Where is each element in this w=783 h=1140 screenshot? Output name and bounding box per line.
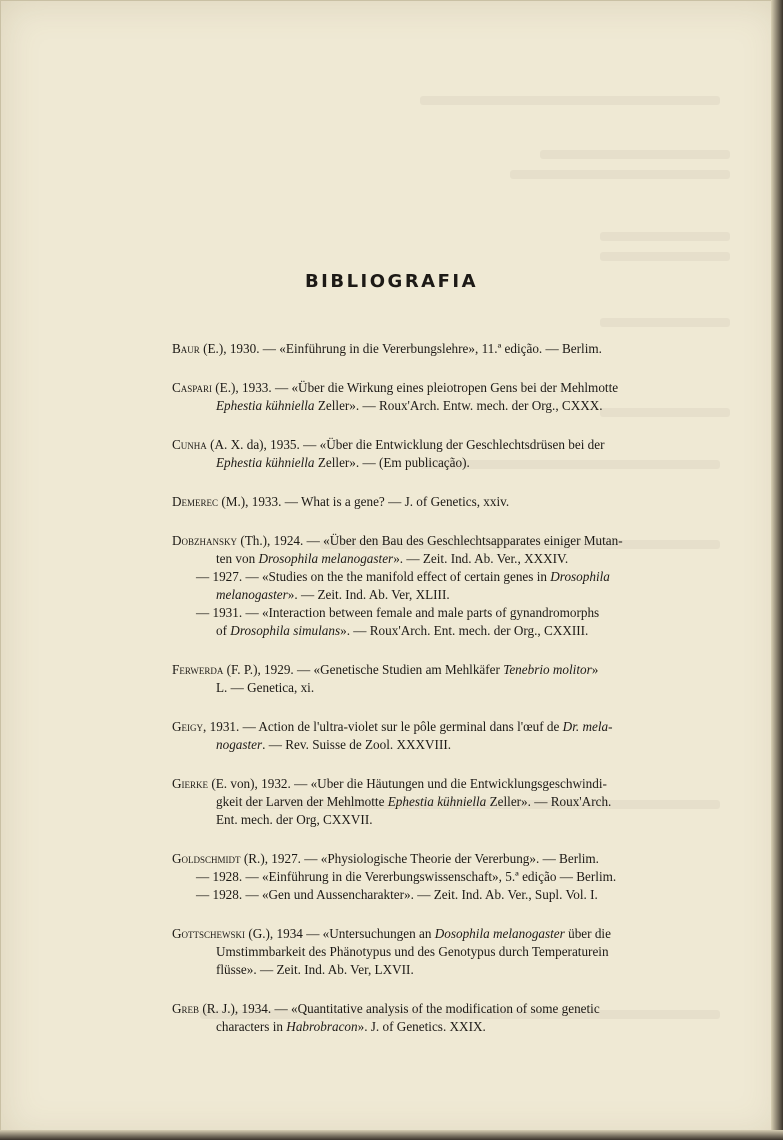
entry-text: (M.), 1933. — What is a gene? — J. of Genetics, xxiv.: [218, 494, 510, 509]
entry-text: ». — Zeit. Ind. Ab. Ver., XXXIV.: [393, 551, 569, 566]
bibliography-entry: [172, 436, 666, 472]
entry-text: characters in: [216, 1019, 287, 1034]
entry-italic: Habrobracon: [286, 1019, 358, 1034]
entry-text: (E.), 1933. — «Über die Wirkung eines pleiotropen Gens bei der Mehlmotte: [211, 380, 619, 395]
bibliography-entry: [172, 532, 666, 640]
entry-author: Baur: [172, 341, 200, 356]
entry-author: Ferwerda: [172, 662, 224, 677]
entry-text: ». — Zeit. Ind. Ab. Ver, XLIII.: [287, 587, 450, 602]
bibliography-entry: [172, 493, 666, 511]
entry-author: Goldschmidt: [172, 851, 241, 866]
entry-text: , 1931. — Action de l'ultra-violet sur le pôle germinal dans l'œuf de: [203, 719, 563, 734]
entry-text: — 1927. — «Studies on the the manifold effect of certain genes in: [196, 569, 551, 584]
entry-text: Zeller». — Roux'Arch.: [486, 794, 612, 809]
bibliography-entry: [172, 718, 666, 754]
bibliography-entry: [172, 850, 666, 904]
bibliography-entry: [172, 775, 666, 829]
entry-text: — 1928. — «Gen und Aussencharakter». — Zeit. Ind. Ab. Ver., Supl. Vol. I.: [196, 887, 598, 902]
entry-text: (R. J.), 1934. — «Quantitative analysis of the modification of some genetic: [199, 1001, 600, 1016]
entry-italic: Dosophila melanogaster: [434, 926, 565, 941]
page-edge-right: [771, 0, 783, 1140]
bibliography-entry: [172, 340, 666, 358]
entry-text: ». — Roux'Arch. Ent. mech. der Org., CXXIII.: [340, 623, 589, 638]
bibliography-entry: [172, 379, 666, 415]
entry-text: »: [591, 662, 599, 677]
entry-text: . — Rev. Suisse de Zool. XXXVIII.: [262, 737, 452, 752]
entry-text: (R.), 1927. — «Physiologische Theorie der Vererbung». — Berlim.: [240, 851, 599, 866]
entry-text: (E.), 1930. — «Einführung in die Vererbungslehre», 11.ª edição. — Berlim.: [199, 341, 602, 356]
entry-text: ». J. of Genetics. XXIX.: [357, 1019, 486, 1034]
entry-text: Umstimmbarkeit des Phänotypus und des Genotypus durch Temperaturein: [216, 944, 609, 959]
entry-author: Demerec: [172, 494, 219, 509]
entry-author: Caspari: [172, 380, 212, 395]
entry-text: — 1928. — «Einführung in die Vererbungswissenschaft», 5.ª edição — Berlim.: [196, 869, 617, 884]
page-edge-bottom: [0, 1130, 783, 1140]
bibliography-list: [172, 340, 666, 1036]
entry-author: Greb: [172, 1001, 200, 1016]
entry-italic: melanogaster: [216, 587, 288, 602]
entry-italic: Tenebrio molitor: [503, 662, 592, 677]
entry-italic: Drosophila melanogaster: [258, 551, 394, 566]
entry-text: Zeller». — Roux'Arch. Entw. mech. der Org., CXXX.: [314, 398, 603, 413]
entry-author: Gottschewski: [172, 926, 246, 941]
entry-text: (F. P.), 1929. — «Genetische Studien am Mehlkäfer: [223, 662, 504, 677]
entry-text: — 1931. — «Interaction between female and male parts of gynandromorphs: [196, 605, 600, 620]
entry-text: (E. von), 1932. — «Uber die Häutungen und die Entwicklungsgeschwindi-: [208, 776, 607, 791]
page-title: BIBLIOGRAFIA: [304, 271, 479, 292]
entry-italic: Drosophila simulans: [230, 623, 341, 638]
entry-text: (G.), 1934 — «Untersuchungen an: [245, 926, 435, 941]
entry-italic: Ephestia kühniella: [216, 398, 315, 413]
entry-italic: Ephestia kühniella: [216, 455, 315, 470]
entry-text: (Th.), 1924. — «Über den Bau des Geschlechtsapparates einiger Mutan-: [237, 533, 623, 548]
entry-text: Zeller». — (Em publicação).: [314, 455, 470, 470]
entry-italic: Drosophila: [550, 569, 610, 584]
entry-text: of: [216, 623, 231, 638]
entry-text: Ent. mech. der Org, CXXVII.: [216, 812, 373, 827]
entry-text: L. — Genetica, xi.: [216, 680, 315, 695]
entry-text: flüsse». — Zeit. Ind. Ab. Ver, LXVII.: [216, 962, 414, 977]
entry-italic: nogaster: [216, 737, 263, 752]
entry-text: über die: [564, 926, 611, 941]
entry-author: Cunha: [172, 437, 207, 452]
bibliography-entry: [172, 661, 666, 697]
entry-text: (A. X. da), 1935. — «Über die Entwicklung der Geschlechtsdrüsen bei der: [206, 437, 605, 452]
entry-author: Geigy: [172, 719, 204, 734]
bibliography-entry: [172, 1000, 666, 1036]
entry-text: ten von: [216, 551, 259, 566]
entry-author: Gierke: [172, 776, 209, 791]
bibliography-entry: [172, 925, 666, 979]
entry-italic: Ephestia kühniella: [387, 794, 487, 809]
entry-italic: Dr. mela-: [562, 719, 613, 734]
entry-text: gkeit der Larven der Mehlmotte: [216, 794, 388, 809]
entry-author: Dobzhansky: [172, 533, 238, 548]
